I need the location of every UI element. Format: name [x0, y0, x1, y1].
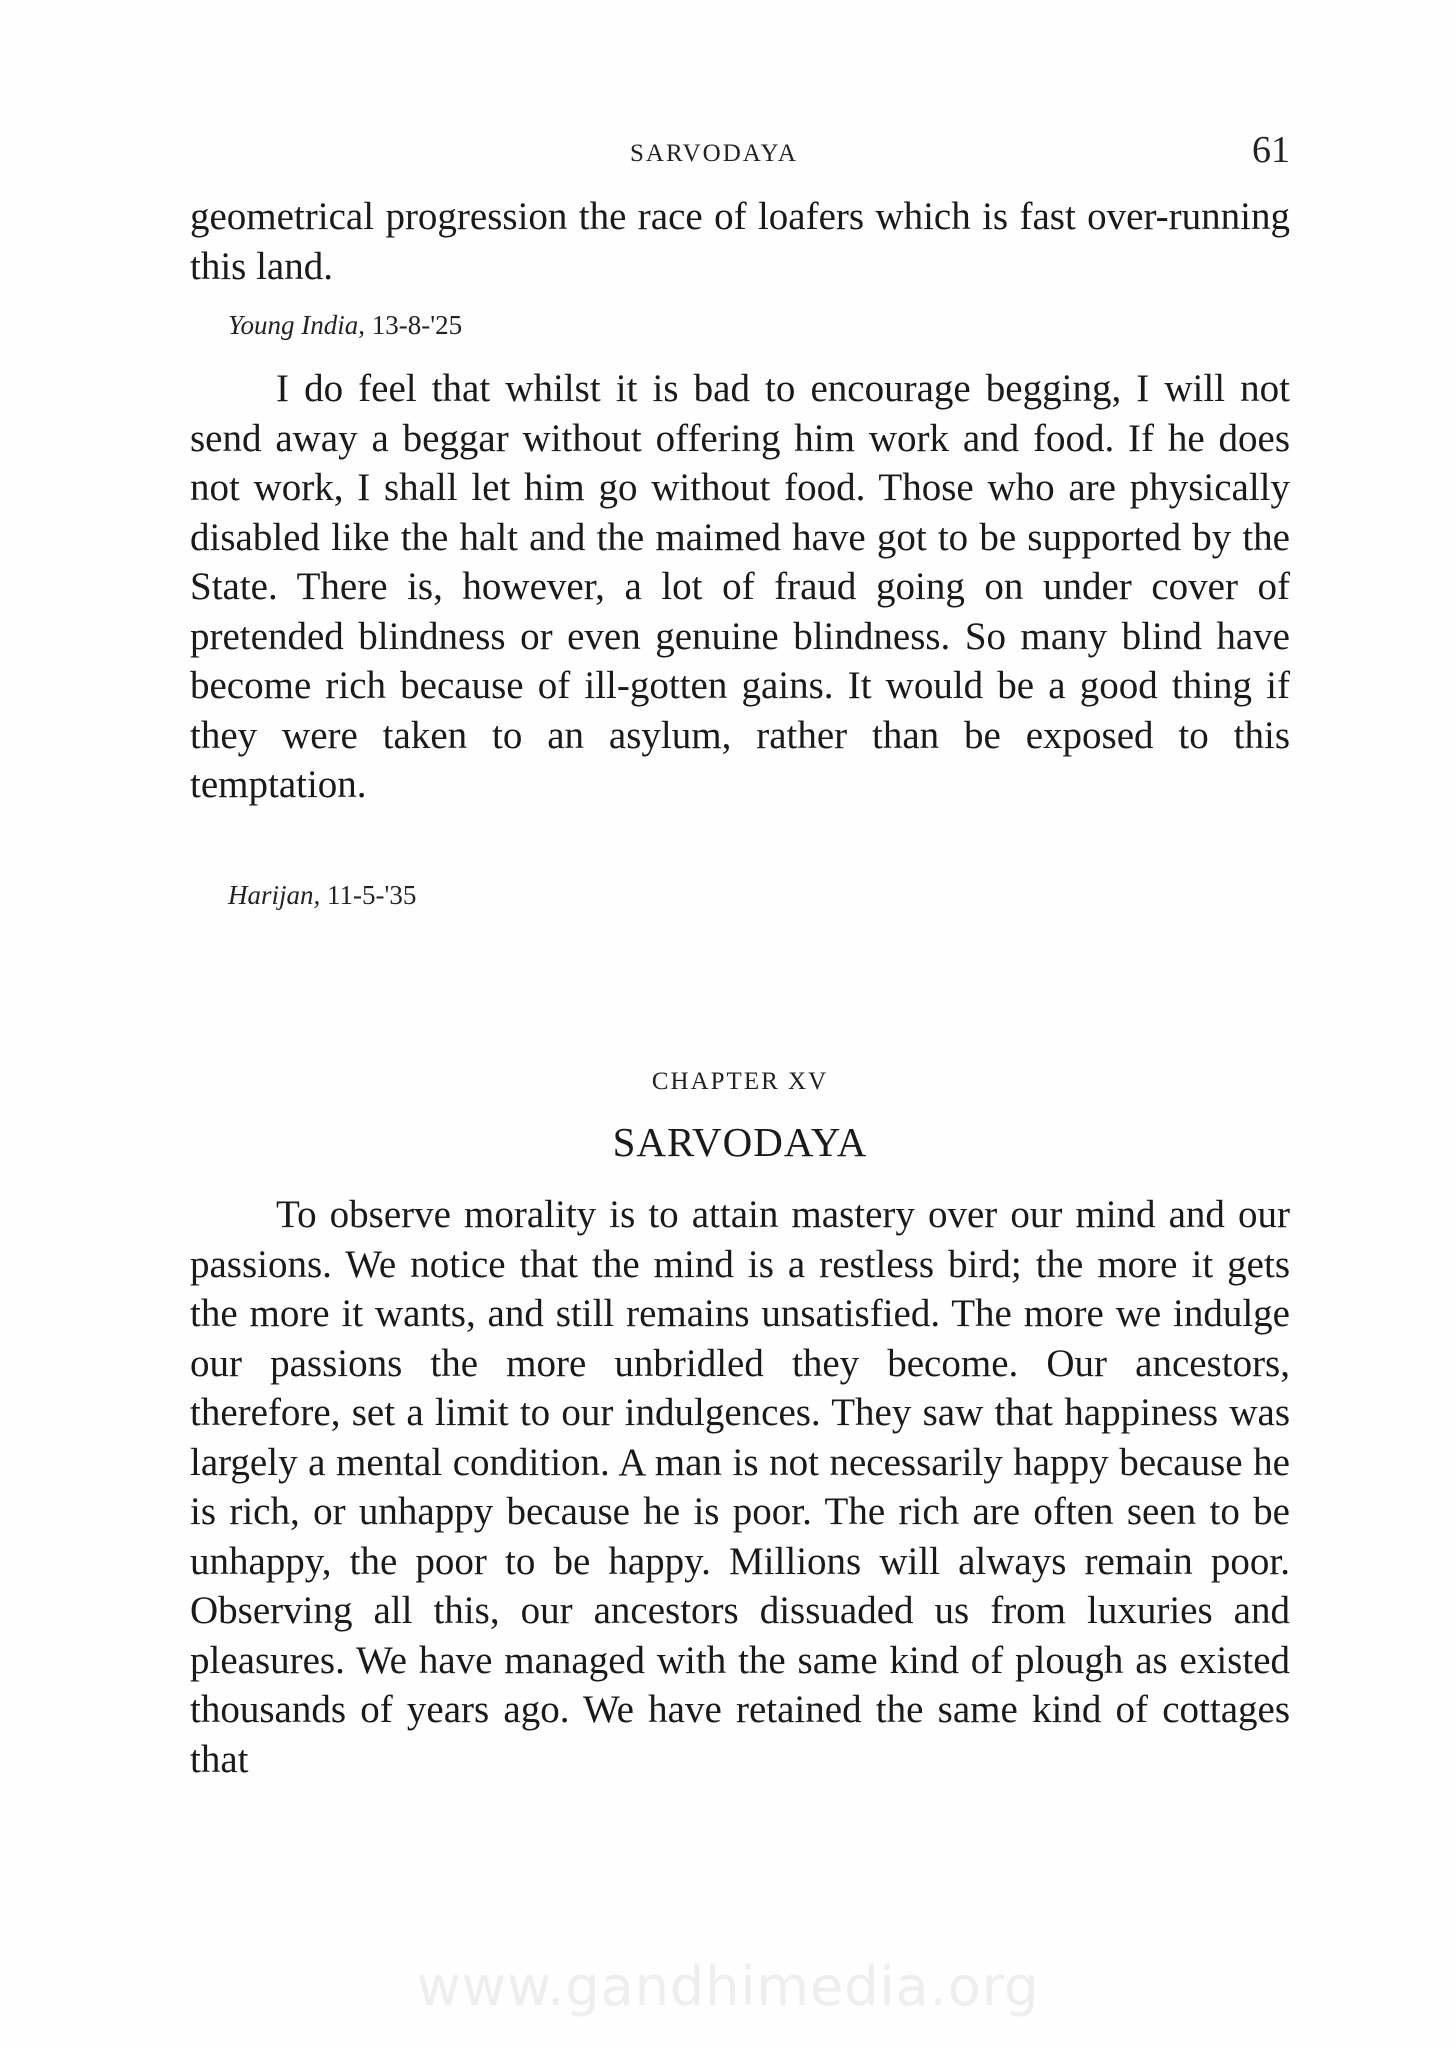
paragraph-chapter-opening — [190, 1190, 1290, 1784]
citation-date: 13-8-'25 — [371, 310, 463, 340]
paragraph-begging — [190, 364, 1290, 810]
running-head — [190, 128, 1290, 178]
citation-young-india — [228, 310, 462, 341]
citation-date: 11-5-'35 — [327, 880, 417, 910]
page-number: 61 — [1252, 129, 1290, 171]
paragraph-chapter-opening-text: To observe morality is to attain mastery over our mind and our passions. We notice that the mind is a restless bird; the more it gets the more it wants, and still remains unsatisfied. The more we indulge our passions the more unbridled they become. Our ancestors, therefore, set a limit to our indulgences. They saw that happiness was largely a mental condition. A man is not necessarily happy because he is rich, or unhappy because he is poor. The rich are often seen to be unhappy, the poor to be happy. Millions will always remain poor. Observing all this, our ancestors dissuaded us from luxuries and pleasures. We have managed with the same kind of plough as existed thousands of years ago. We have retained the same kind of cottages that — [190, 1193, 1290, 1781]
paragraph-continued — [190, 192, 1290, 291]
citation-publication: Harijan, — [228, 880, 321, 910]
chapter-number: CHAPTER XV — [651, 1068, 829, 1095]
citation-harijan — [228, 880, 416, 911]
watermark: www.gandhimedia.org — [416, 1955, 1040, 2018]
chapter-title: SARVODAYA — [612, 1119, 868, 1165]
paragraph-continued-text: geometrical progression the race of loafers which is fast over-running this land. — [190, 195, 1290, 288]
paragraph-begging-text: I do feel that whilst it is bad to encourage begging, I will not send away a beggar without offering him work and food. If he does not work, I shall let him go without food. Those who are physically disabled like the halt and the maimed have got to be supported by the State. There is, however, a lot of fraud going on under cover of pretended blindness or even genuine blindness. So many blind have become rich because of ill-gotten gains. It would be a good thing if they were taken to an asylum, rather than be exposed to this temptation. — [190, 367, 1290, 806]
running-title: SARVODAYA — [630, 140, 798, 167]
citation-publication: Young India, — [228, 310, 366, 340]
